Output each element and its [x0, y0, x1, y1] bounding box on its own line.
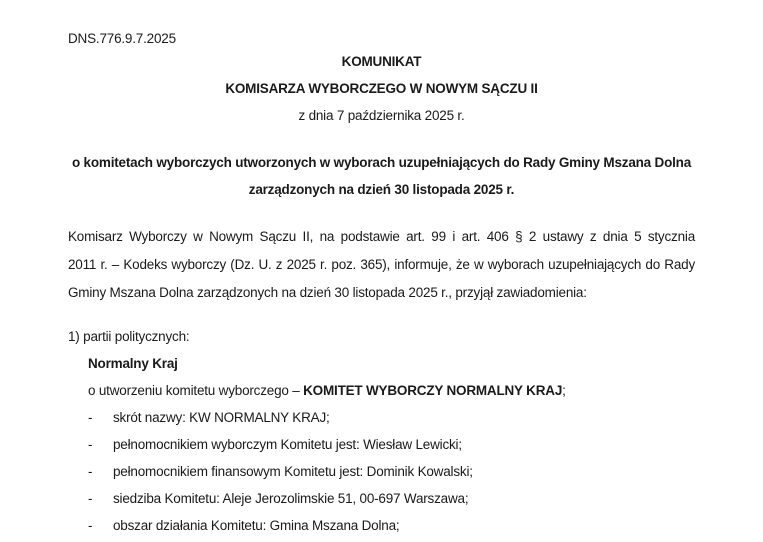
document-reference: DNS.776.9.7.2025	[68, 31, 176, 46]
committee-detail-item	[68, 458, 695, 485]
committee-detail-item	[68, 404, 695, 431]
document-subject-line-1: o komitetach wyborczych utworzonych w wyborach uzupełniających do Rady Gminy Mszana Dolna	[71, 155, 692, 170]
committee-detail-text: skrót nazwy: KW NORMALNY KRAJ;	[113, 410, 330, 425]
political-parties-section	[68, 323, 695, 539]
document-date-line: z dnia 7 października 2025 r.	[298, 108, 465, 123]
list-dash-marker: -	[88, 491, 93, 506]
legal-paragraph	[68, 223, 695, 307]
legal-paragraph-line-1: Komisarz Wyborczy w Nowym Sączu II, na podstawie art. 99 i art. 406 § 2 ustawy z dnia 5 stycznia	[68, 229, 695, 244]
committee-detail-text: pełnomocnikiem wyborczym Komitetu jest: Wiesław Lewicki;	[113, 437, 462, 452]
list-dash-marker: -	[88, 464, 93, 479]
document-title-block	[68, 48, 695, 129]
committee-detail-text: obszar działania Komitetu: Gmina Mszana Dolna;	[113, 518, 400, 533]
party-name: Normalny Kraj	[88, 356, 178, 371]
legal-paragraph-line-2: 2011 r. – Kodeks wyborczy (Dz. U. z 2025 r. poz. 365), informuje, że w wyborach uzupełniających do Rady	[68, 257, 695, 272]
committee-detail-item	[68, 431, 695, 458]
committee-creation-line	[68, 377, 695, 404]
document-subject-block	[68, 149, 695, 203]
committee-name: KOMITET WYBORCZY NORMALNY KRAJ	[303, 383, 563, 398]
committee-creation-suffix: ;	[562, 383, 566, 398]
committee-detail-item	[68, 512, 695, 539]
list-dash-marker: -	[88, 518, 93, 533]
document-subject-line-2: zarządzonych na dzień 30 listopada 2025 r.	[248, 182, 515, 197]
committee-detail-text: pełnomocnikiem finansowym Komitetu jest: Dominik Kowalski;	[113, 464, 473, 479]
legal-paragraph-line-3: Gminy Mszana Dolna zarządzonych na dzień 30 listopada 2025 r., przyjął zawiadomienia:	[68, 285, 587, 300]
section-heading: 1) partii politycznych:	[68, 329, 190, 344]
document-title-line-1: KOMUNIKAT	[341, 54, 422, 69]
committee-detail-item	[68, 485, 695, 512]
committee-detail-text: siedziba Komitetu: Aleje Jerozolimskie 51, 00-697 Warszawa;	[113, 491, 469, 506]
committee-creation-prefix: o utworzeniu komitetu wyborczego –	[88, 383, 304, 398]
list-dash-marker: -	[88, 437, 93, 452]
document-title-line-2: KOMISARZA WYBORCZEGO W NOWYM SĄCZU II	[225, 81, 538, 96]
list-dash-marker: -	[88, 410, 93, 425]
